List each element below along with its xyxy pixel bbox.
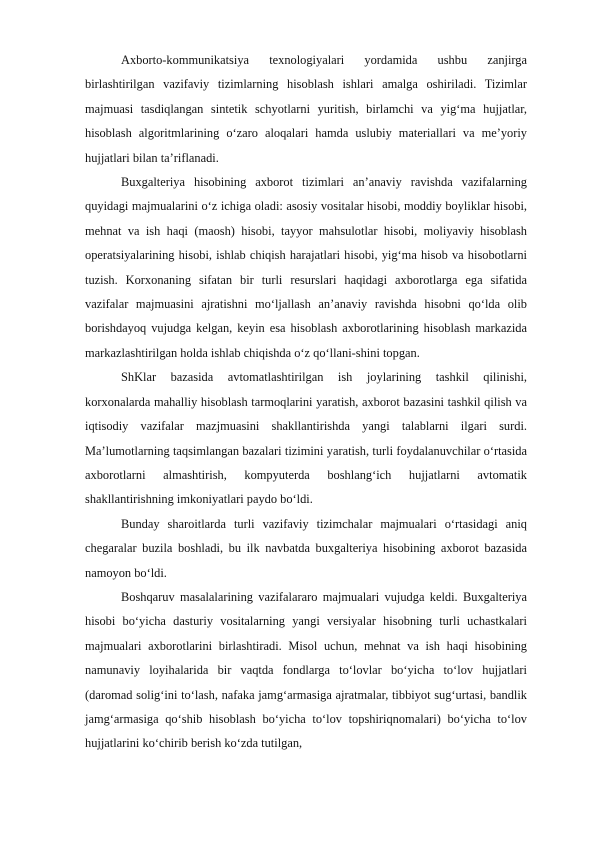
paragraph-interfunctional: Boshqaruv masalalarining vazifalararo majmualari vujudga keldi. Buxgalteriya hisobi bo‘yicha dasturiy vositalarning yangi versiyalar hisobning turli uchastkalari majmualari axborotlarini birlashtiradi. Misol uchun, mehnat va ish haqi hisobining namunaviy loyihalarida bir vaqtda fondlarga to‘lovlar bo‘yicha to‘lov hujjatlari (daromad solig‘ini to‘lash, nafaka jamg‘armasiga ajratmalar, tibbiyot sug‘urtasi, bandlik jamg‘armasiga qo‘shib hisoblash bo‘yicha to‘lov topshiriqnomalari) bo‘yicha to‘lov hujjatlarini ko‘chirib berish ko‘zda tutilgan, bbox=[85, 589, 527, 751]
paragraph-accounting-systems: Buxgalteriya hisobining axborot tizimlari an’anaviy ravishda vazifalarning quyidagi majmualarini o‘z ichiga oladi: asosiy vositalar hisobi, moddiy boyliklar hisobi, mehnat va ish haqi (maosh) hisobi, tayyor mahsulotlar hisobi, moliyaviy hisoblash operatsiyalarining hisobi, ishlab chiqish harajatlari hisobi, yig‘ma hisob va hisobotlarni tuzish. Korxonaning sifatan bir turli resurslari haqidagi axborotlarga ega sifatida vazifalar majmuasini ajratishni mo‘ljallash an’anaviy ravishda hisobni qo‘lda olib borishdayoq vujudga kelgan, keyin esa hisoblash axborotlarining hisoblash markazida markazlashtirilgan holda ishlab chiqishda o‘z qo‘llani-shini topgan. bbox=[85, 175, 527, 360]
paragraph-ict-systems: Axborto-kommunikatsiya texnologiyalari yordamida ushbu zanjirga birlashtirilgan vazifaviy tizimlarning hisoblash ishlari amalga oshiriladi. Tizimlar majmuasi tasdiqlangan sintetik schyotlarni yuritish, birlamchi va yig‘ma hujjatlar, hisoblash algoritmlarining o‘zaro aloqalari hamda uslubiy materiallari va me’yoriy hujjatlari bilan ta’riflanadi. bbox=[85, 53, 527, 165]
document-page bbox=[85, 48, 527, 756]
paragraph-boundaries: Bunday sharoitlarda turli vazifaviy tizimchalar majmualari o‘rtasidagi aniq chegaralar buzila boshladi, bu ilk navbatda buxgalteriya hisobining axborot bazasida namoyon bo‘ldi. bbox=[85, 516, 527, 580]
paragraph-workstations: ShKlar bazasida avtomatlashtirilgan ish joylarining tashkil qilinishi, korxonalarda mahalliy hisoblash tarmoqlarini yaratish, axborot bazasini tashkil qilish va iqtisodiy vazifalar mazjmuasini shakllantirishda yangi talablarni ilgari surdi. Ma’lumotlarning taqsimlangan bazalari tizimini yaratish, turli foydalanuvchilar o‘rtasida axborotlarni almashtirish, kompyuterda boshlang‘ich hujjatlarni avtomatik shakllantirishning imkoniyatlari paydo bo‘ldi. bbox=[85, 370, 527, 507]
